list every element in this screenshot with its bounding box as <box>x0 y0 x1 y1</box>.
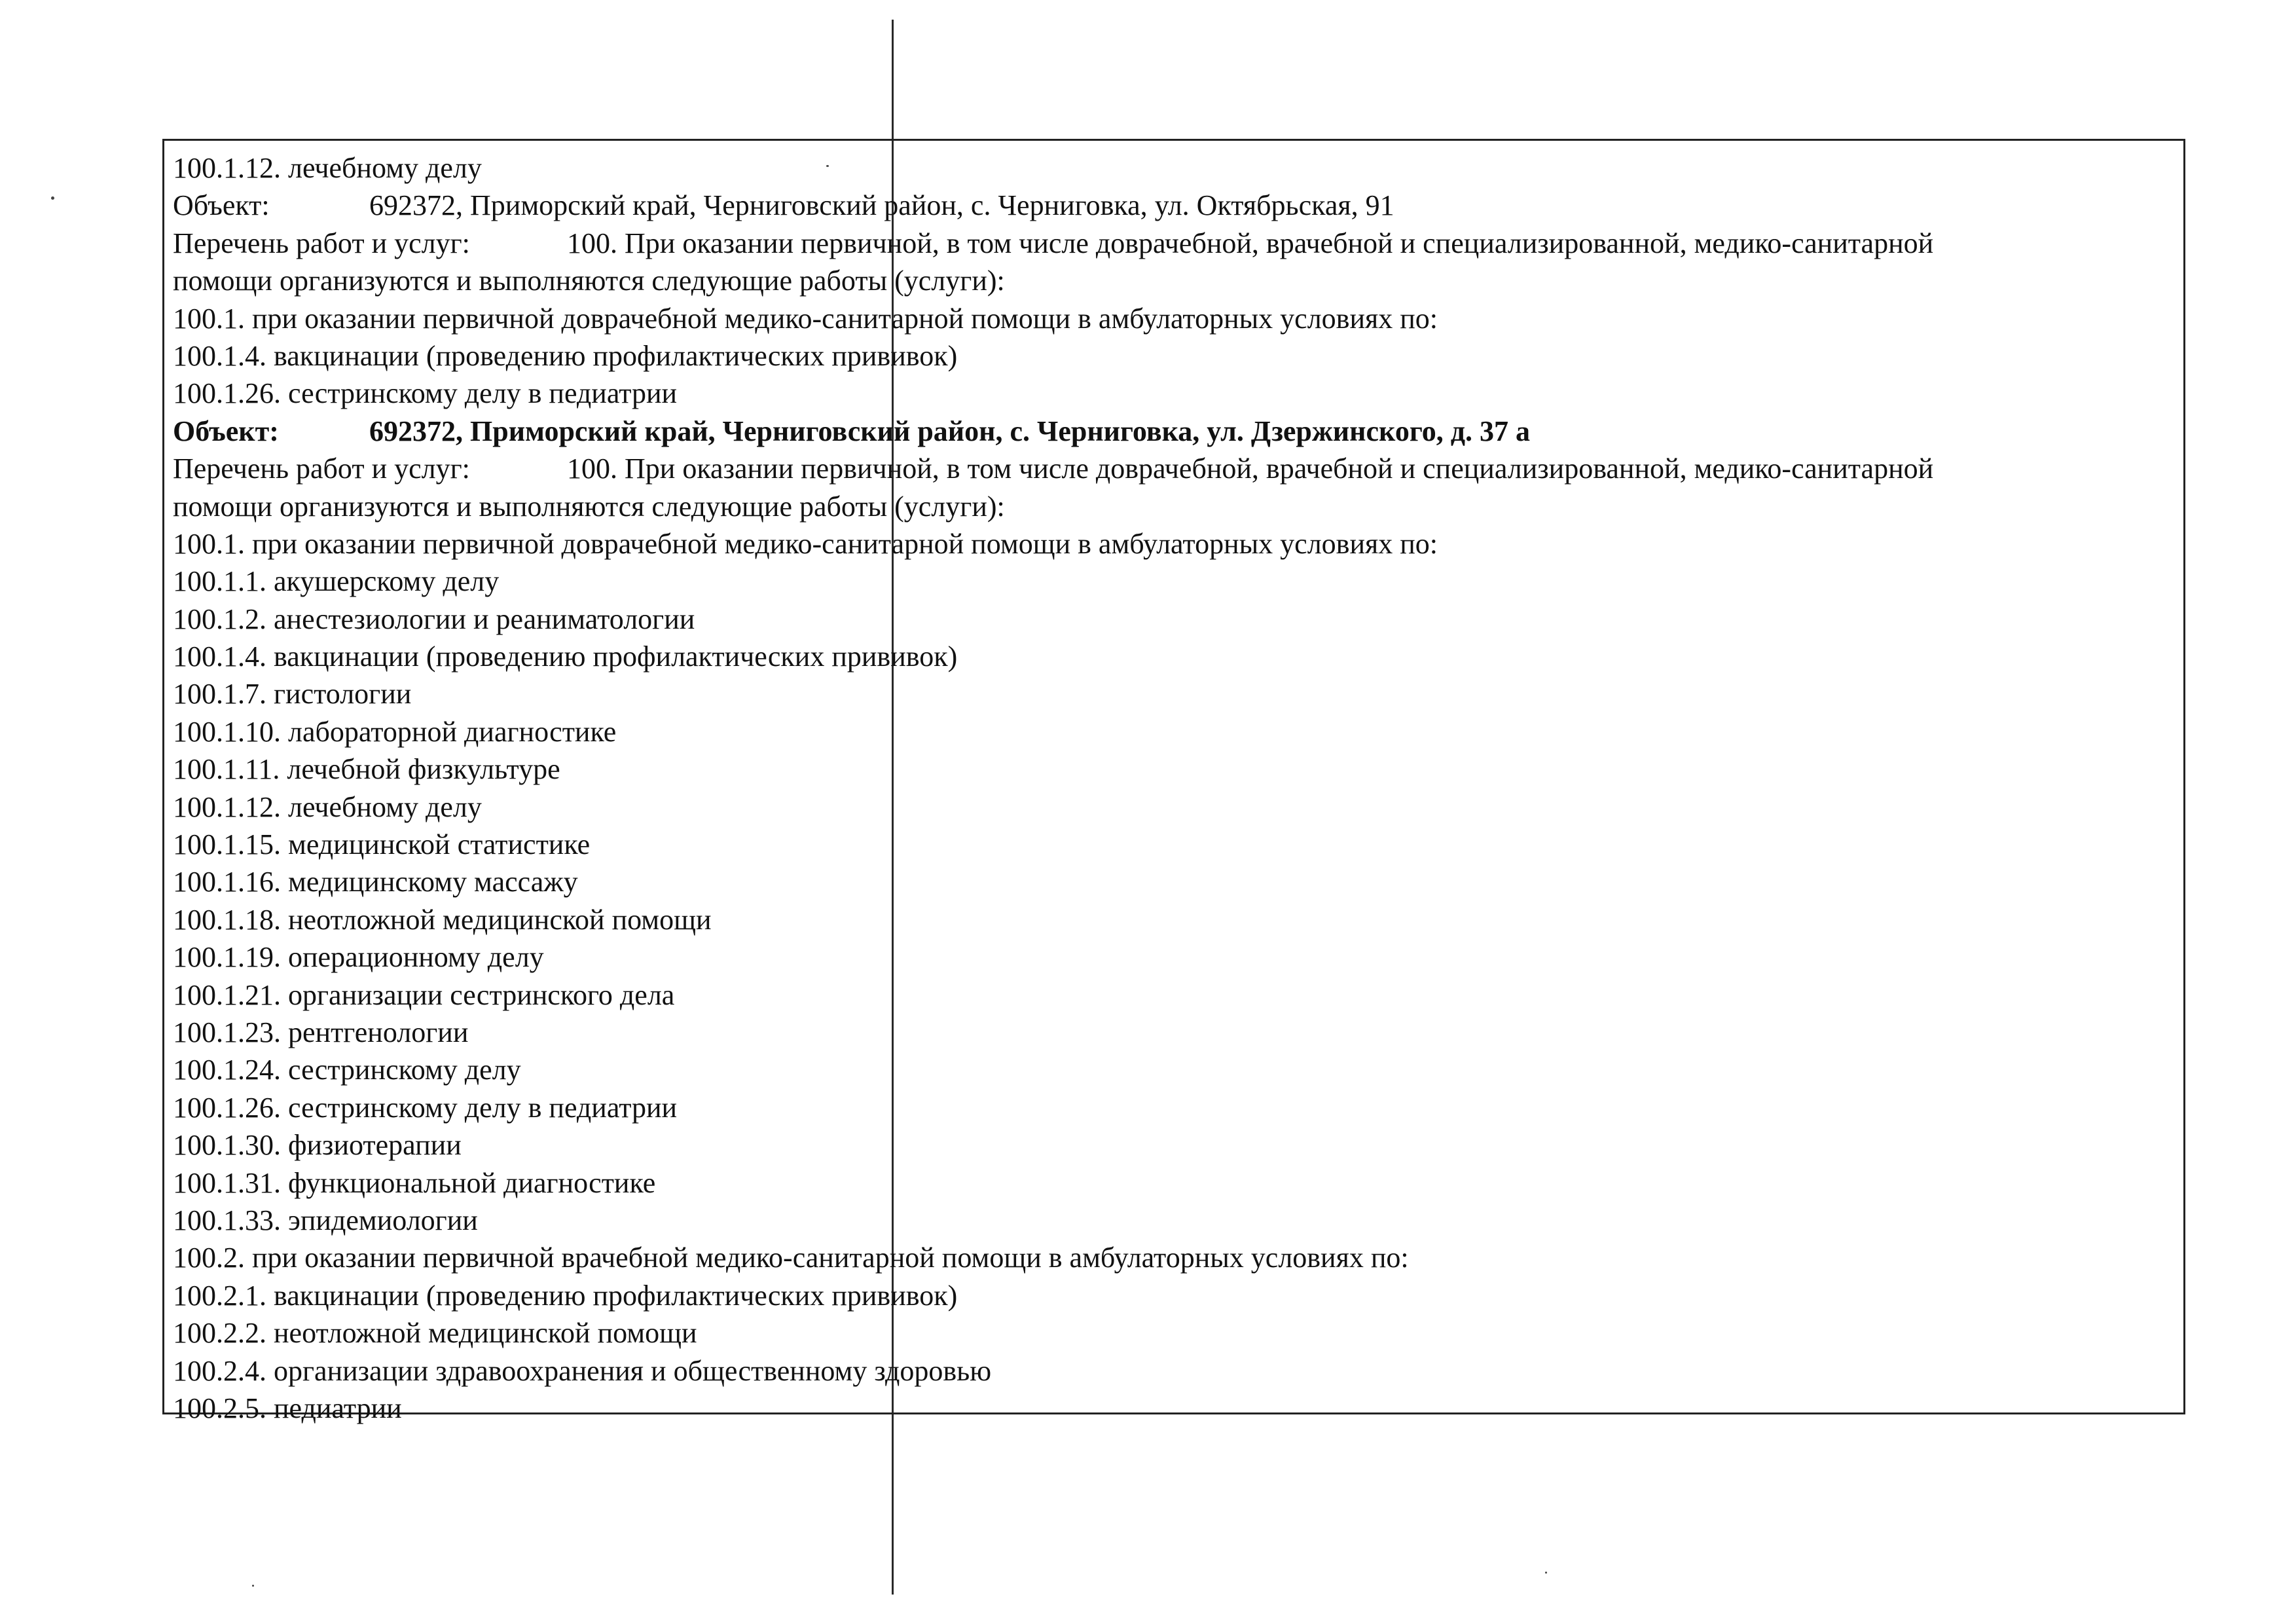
document-content <box>173 149 2177 1427</box>
scan-speck <box>51 196 54 200</box>
scan-speck <box>1545 1572 1547 1574</box>
text-line: 100.1.7. гистологии <box>173 678 412 710</box>
object-label: Объект: <box>173 189 270 222</box>
text-line: 100.1.12. лечебному делу <box>173 152 482 184</box>
text-line: 100.1.11. лечебной физкультуре <box>173 753 560 786</box>
text-line: 100.1.19. операционному делу <box>173 941 544 974</box>
text-line: 100.1.18. неотложной медицинской помощи <box>173 903 712 936</box>
text-line: 100.1.26. сестринскому делу в педиатрии <box>173 1091 678 1124</box>
labeled-line <box>173 187 2177 224</box>
text-line: 100.1.26. сестринскому делу в педиатрии <box>173 377 678 410</box>
text-line: 100.2.4. организации здравоохранения и общественному здоровью <box>173 1354 992 1387</box>
text-line: 100.1. при оказании первичной доврачебной медико-санитарной помощи в амбулаторных условиях по: <box>173 302 1438 335</box>
text-line: 100.1.23. рентгенологии <box>173 1016 469 1048</box>
labeled-line <box>173 225 2177 262</box>
text-line: 100.1.31. функциональной диагностике <box>173 1166 656 1199</box>
document-frame <box>162 139 2185 1424</box>
text-line: 100.1.4. вакцинации (проведению профилактических прививок) <box>173 339 958 372</box>
text-line: помощи организуются и выполняются следующие работы (услуги): <box>173 265 1005 297</box>
services-list-intro: 100. При оказании первичной, в том числе доврачебной, врачебной и специализированной, медико-санитарной <box>567 452 1934 485</box>
text-line: 100.1.33. эпидемиологии <box>173 1204 478 1236</box>
text-line: 100.1.10. лабораторной диагностике <box>173 715 617 748</box>
object-address: 692372, Приморский край, Черниговский район, с. Черниговка, ул. Дзержинского, д. 37 а <box>369 415 1530 447</box>
text-line: 100.2.1. вакцинации (проведению профилактических прививок) <box>173 1279 958 1312</box>
text-line: 100.1.12. лечебному делу <box>173 790 482 823</box>
object-label: Объект: <box>173 415 279 447</box>
text-line: 100.1.24. сестринскому делу <box>173 1054 521 1086</box>
services-list-label: Перечень работ и услуг: <box>173 452 470 485</box>
text-line: помощи организуются и выполняются следующие работы (услуги): <box>173 490 1005 523</box>
text-line: 100.1.4. вакцинации (проведению профилактических прививок) <box>173 640 958 673</box>
text-line: 100.1.21. организации сестринского дела <box>173 978 675 1011</box>
labeled-line <box>173 450 2177 487</box>
text-line: 100.2. при оказании первичной врачебной медико-санитарной помощи в амбулаторных условиях по: <box>173 1242 1409 1274</box>
labeled-line <box>173 413 2177 450</box>
text-line: 100.1.30. физиотерапии <box>173 1129 462 1162</box>
text-line: 100.1.16. медицинскому массажу <box>173 866 578 898</box>
text-line: 100.2.2. неотложной медицинской помощи <box>173 1317 697 1350</box>
text-line: 100.1.15. медицинской статистике <box>173 828 591 861</box>
text-line: 100.1.2. анестезиологии и реаниматологии <box>173 602 695 635</box>
object-address: 692372, Приморский край, Черниговский район, с. Черниговка, ул. Октябрьская, 91 <box>369 189 1394 222</box>
services-list-label: Перечень работ и услуг: <box>173 227 470 259</box>
scan-speck <box>252 1585 254 1587</box>
text-line: 100.1. при оказании первичной доврачебной медико-санитарной помощи в амбулаторных условиях по: <box>173 527 1438 560</box>
text-line: 100.2.5. педиатрии <box>173 1392 402 1424</box>
services-list-intro: 100. При оказании первичной, в том числе доврачебной, врачебной и специализированной, медико-санитарной <box>567 227 1934 259</box>
text-line: 100.1.1. акушерскому делу <box>173 565 500 598</box>
